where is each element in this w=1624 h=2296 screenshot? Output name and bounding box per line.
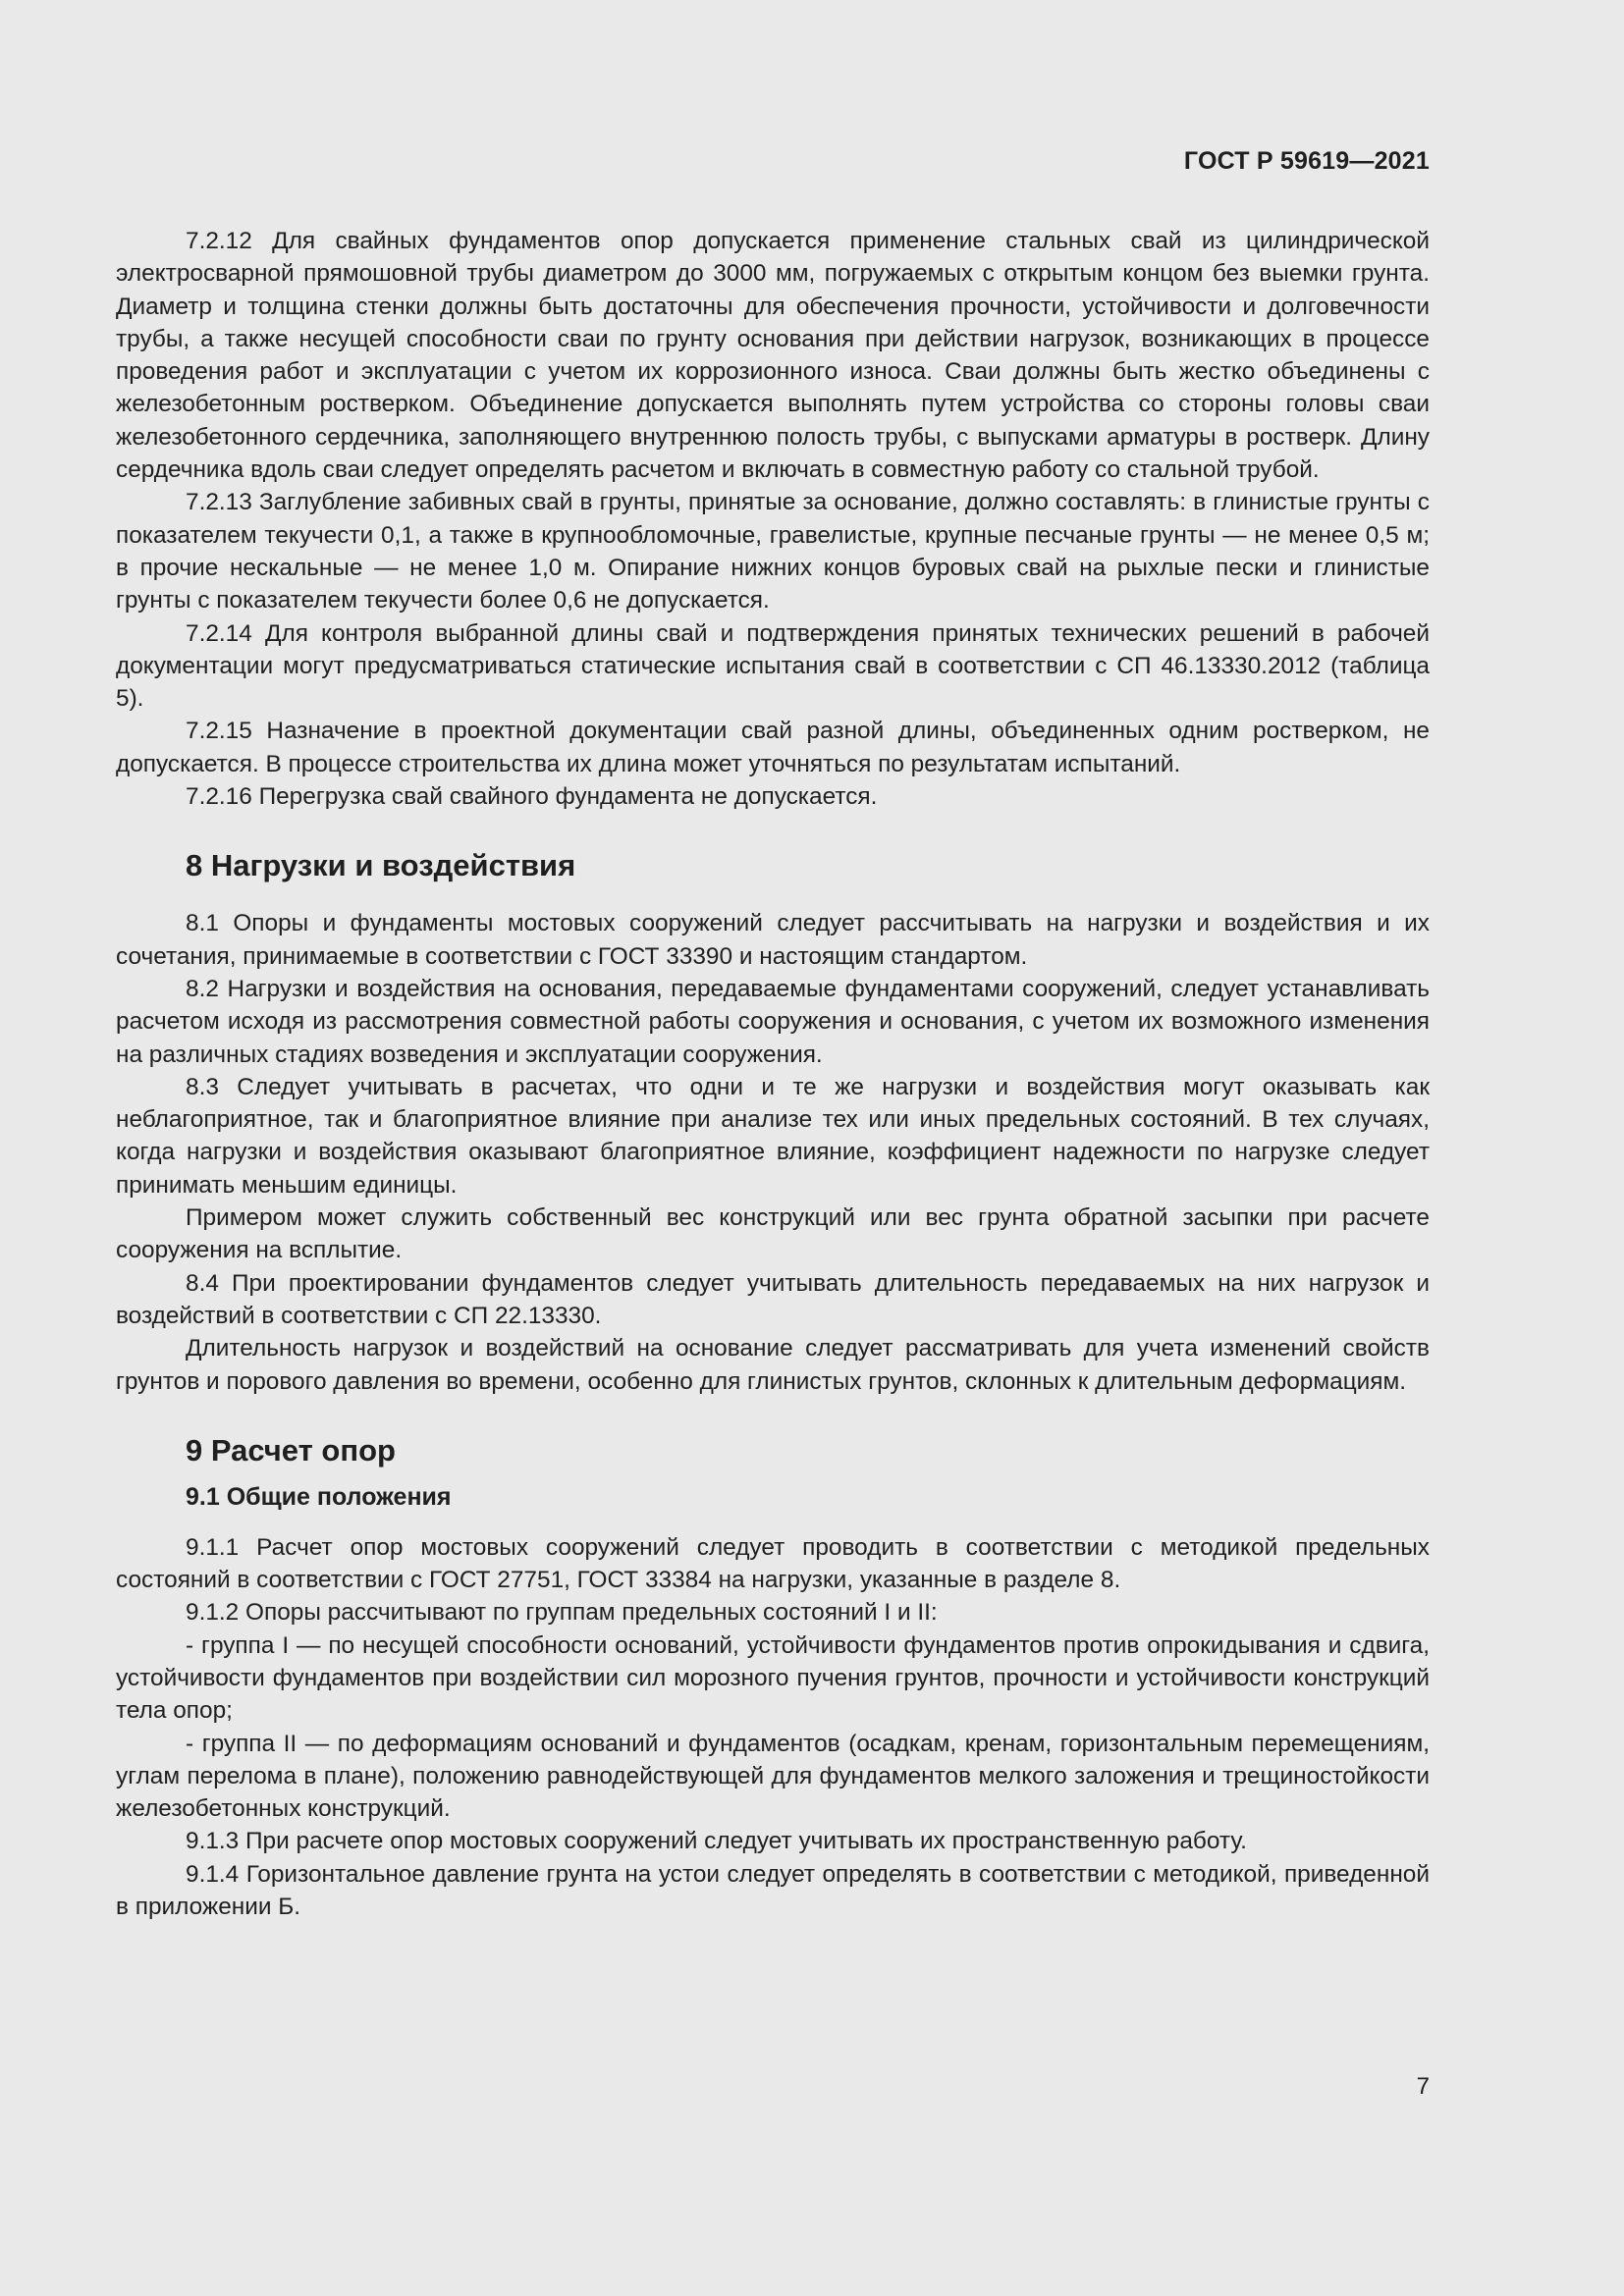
paragraph-7-2-12: 7.2.12 Для свайных фундаментов опор допускается применение стальных свай из цилиндрической электросварной прямошовной трубы диаметром до 3000 мм, погружаемых с открытым концом без выемки грунта. Диаметр и толщина стенки должны быть достаточны для обеспечения прочности, устойчивости и долговечности трубы, а также несущей способности сваи по грунту основания при действии нагрузок, возникающих в процессе проведения работ и эксплуатации с учетом их коррозионного износа. Сваи должны быть жестко объединены с железобетонным ростверком. Объединение допускается выполнять путем устройства со стороны головы сваи железобетонного сердечника, заполняющего внутреннюю полость трубы, с выпусками арматуры в ростверк. Длину сердечника вдоль сваи следует определять расчетом и включать в совместную работу со стальной трубой. — [116, 228, 1430, 484]
paragraph-7-2-15: 7.2.15 Назначение в проектной документации свай разной длины, объединенных одним ростверком, не допускается. В процессе строительства их длина может уточняться по результатам испытаний. — [116, 718, 1430, 777]
paragraph-9-1-1: 9.1.1 Расчет опор мостовых сооружений следует проводить в соответствии с методикой предельных состояний в соответствии с ГОСТ 27751, ГОСТ 33384 на нагрузки, указанные в разделе 8. — [116, 1533, 1430, 1594]
paragraph-7-2-16: 7.2.16 Перегрузка свай свайного фундамента не допускается. — [186, 783, 878, 811]
document-body — [116, 225, 1430, 1923]
list-item-group-1: - группа I — по несущей способности оснований, устойчивости фундаментов против опрокидывания и сдвига, устойчивости фундаментов при воздействии сил морозного пучения грунтов, прочности и устойчивости конструкций тела опор; — [116, 1631, 1430, 1725]
section-heading-8: 8 Нагрузки и воздействия — [186, 848, 576, 883]
document-code: ГОСТ Р 59619—2021 — [1183, 147, 1430, 175]
paragraph-9-1-4: 9.1.4 Горизонтальное давление грунта на устои следует определять в соответствии с методикой, приведенной в приложении Б. — [116, 1860, 1430, 1921]
section-heading-9: 9 Расчет опор — [186, 1432, 396, 1468]
paragraph-8-4: 8.4 При проектировании фундаментов следует учитывать длительность передаваемых на них нагрузок и воздействий в соответствии с СП 22.13330. — [116, 1269, 1430, 1329]
paragraph-9-1-3: 9.1.3 При расчете опор мостовых сооружений следует учитывать их пространственную работу. — [186, 1828, 1247, 1855]
paragraph-7-2-13: 7.2.13 Заглубление забивных свай в грунты, принятые за основание, должно составлять: в глинистые грунты с показателем текучести 0,1, а также в крупнообломочные, гравелистые, крупные песчаные грунты — не менее 0,5 м; в прочие нескальные — не менее 1,0 м. Опирание нижних концов буровых свай на рыхлые пески и глинистые грунты с показателем текучести более 0,6 не допускается. — [116, 489, 1430, 614]
page-number: 7 — [1416, 2073, 1430, 2100]
paragraph-9-1-2: 9.1.2 Опоры рассчитывают по группам предельных состояний I и II: — [186, 1599, 938, 1627]
paragraph-8-1: 8.1 Опоры и фундаменты мостовых сооружений следует рассчитывать на нагрузки и воздействия и их сочетания, принимаемые в соответствии с ГОСТ 33390 и настоящим стандартом. — [116, 910, 1430, 970]
paragraph-8-3: 8.3 Следует учитывать в расчетах, что одни и те же нагрузки и воздействия могут оказывать как неблагоприятное, так и благоприятное влияние при анализе тех или иных предельных состояний. В тех случаях, когда нагрузки и воздействия оказывают благоприятное влияние, коэффициент надежности по нагрузке следует принимать меньшим единицы. — [116, 1073, 1430, 1199]
list-item-group-2: - группа II — по деформациям оснований и фундаментов (осадкам, кренам, горизонтальным перемещениям, углам перелома в плане), положению равнодействующей для фундаментов мелкого заложения и трещиностойкости железобетонных конструкций. — [116, 1730, 1430, 1823]
subsection-heading-9-1: 9.1 Общие положения — [186, 1482, 452, 1511]
paragraph-8-3-example: Примером может служить собственный вес конструкций или вес грунта обратной засыпки при расчете сооружения на всплытие. — [116, 1204, 1430, 1264]
document-page — [116, 0, 1430, 2296]
paragraph-8-4-continued: Длительность нагрузок и воздействий на основание следует рассматривать для учета изменений свойств грунтов и порового давления во времени, особенно для глинистых грунтов, склонных к длительным деформациям. — [116, 1335, 1430, 1395]
paragraph-8-2: 8.2 Нагрузки и воздействия на основания, передаваемые фундаментами сооружений, следует устанавливать расчетом исходя из рассмотрения совместной работы сооружения и основания, с учетом их возможного изменения на различных стадиях возведения и эксплуатации сооружения. — [116, 975, 1430, 1068]
paragraph-7-2-14: 7.2.14 Для контроля выбранной длины свай и подтверждения принятых технических решений в рабочей документации могут предусматриваться статические испытания свай в соответствии с СП 46.13330.2012 (таблица 5). — [116, 619, 1430, 713]
